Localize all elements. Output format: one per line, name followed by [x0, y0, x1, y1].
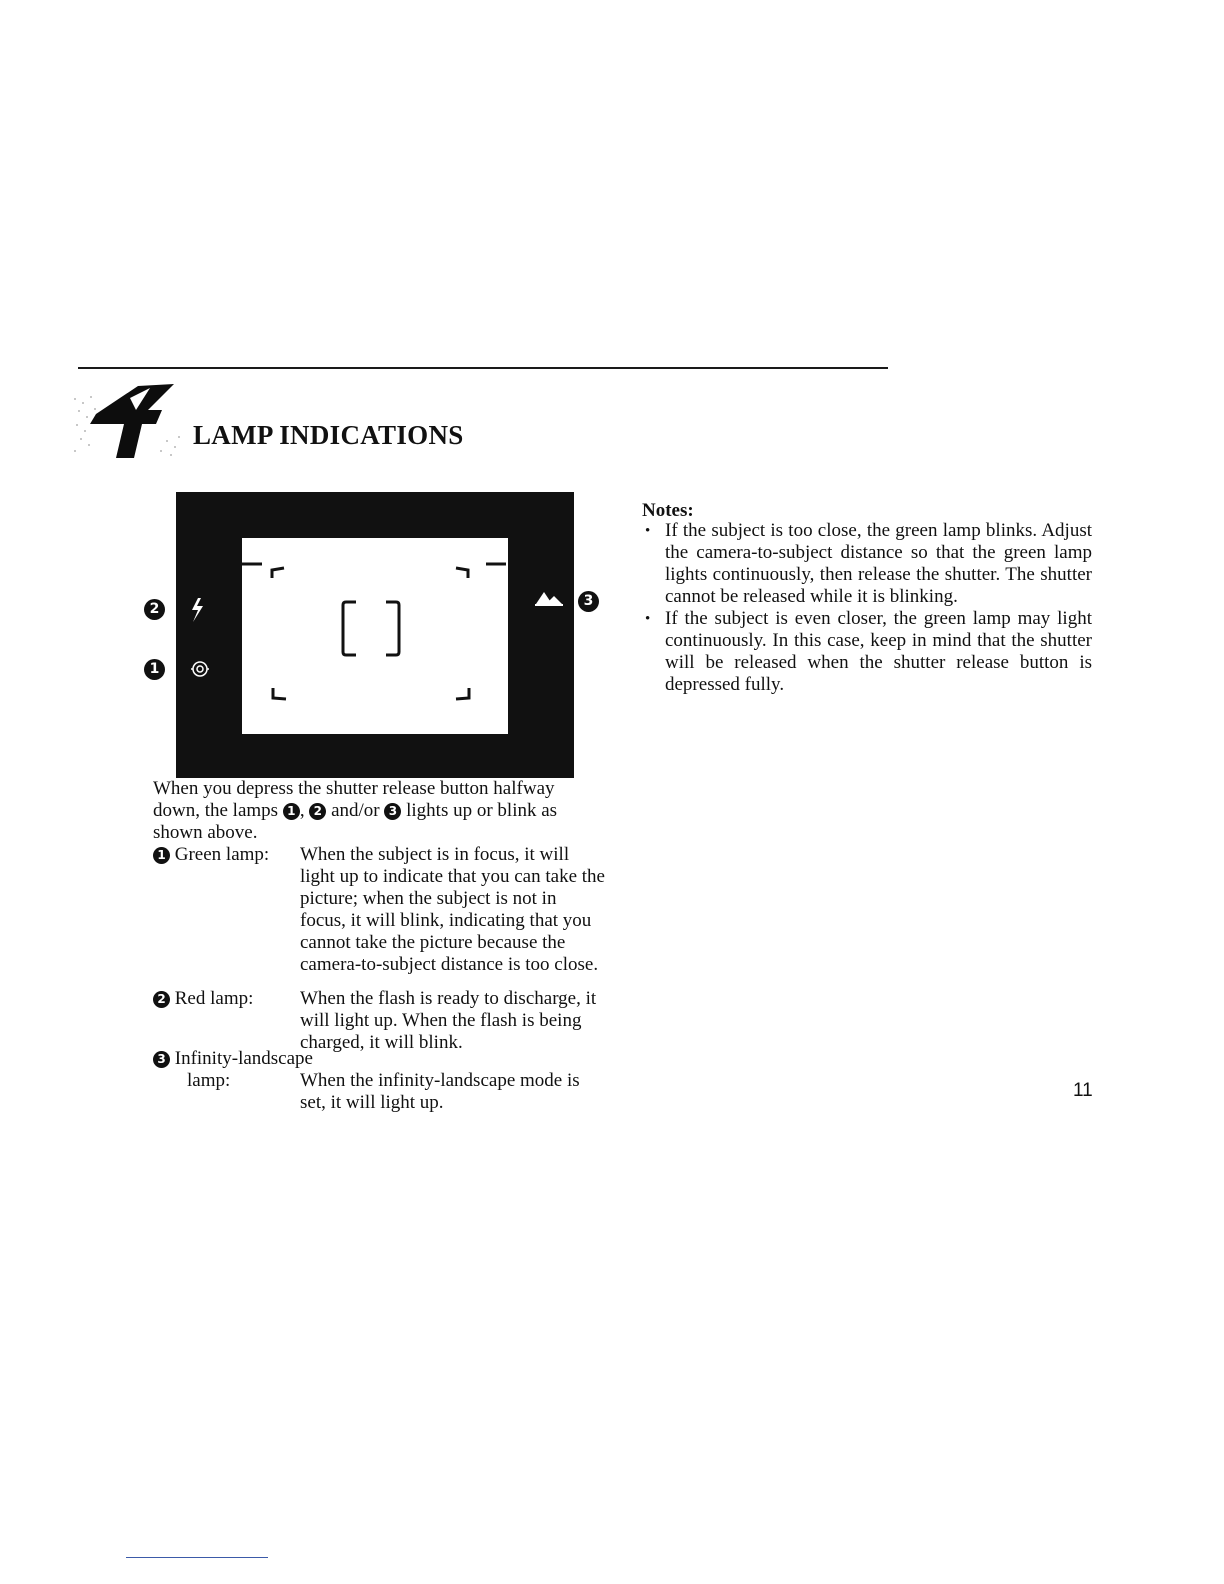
- notes-list: [644, 520, 1092, 696]
- corner-mark-bottom-right: [456, 688, 469, 699]
- lamp-name: 2 Red lamp:: [153, 988, 253, 1010]
- intro-line-2: down, the lamps 1 , 2 and/or 3 lights up or blink as: [153, 800, 558, 821]
- lamp-description: When the subject is in focus, it will light up to indicate that you can take the picture; when the subject is not in focus, it will blink, indicating that you cannot take the picture because the camera-to-subject distance is too close.: [300, 844, 605, 975]
- lamp-name: 3 Infinity-landscape: [153, 1048, 313, 1070]
- corner-mark-top-right: [456, 568, 468, 578]
- chapter-number-badge: [70, 380, 188, 470]
- corner-mark-top-left: [272, 568, 284, 578]
- lamp-callout-1: 1: [153, 847, 170, 864]
- chapter-four-glyph: [90, 384, 174, 458]
- lamp-name: 1 Green lamp:: [153, 844, 269, 866]
- lamp-callout-2: 2: [153, 991, 170, 1008]
- intro-line-3: shown above.: [153, 822, 258, 843]
- header-rule: [78, 367, 888, 369]
- af-frame-icon: [343, 602, 356, 655]
- corner-mark-bottom-left: [273, 688, 286, 699]
- flash-icon: [192, 598, 203, 622]
- note-item: • If the subject is even closer, the green lamp may light continuously. In this case, keep in mind that the shutter will be released when the shutter release button is depressed fully.: [644, 608, 1092, 696]
- viewfinder-marks: [176, 492, 574, 778]
- inline-callout-2: 2: [309, 803, 326, 820]
- callout-2-red-lamp: 2: [144, 599, 165, 620]
- callout-3-infinity-lamp: 3: [578, 591, 599, 612]
- intro-line-1: When you depress the shutter release button halfway: [153, 778, 555, 799]
- inline-callout-1: 1: [283, 803, 300, 820]
- lamp-description: When the infinity-landscape mode is set, it will light up.: [300, 1070, 580, 1113]
- focus-icon: [191, 662, 209, 676]
- page-number: 11: [1073, 1080, 1093, 1101]
- notes-heading: Notes:: [642, 500, 694, 521]
- lamp-description: When the flash is ready to discharge, it will light up. When the flash is being charged, it will blink.: [300, 988, 597, 1053]
- infinity-landscape-icon: [535, 592, 563, 606]
- page-title: LAMP INDICATIONS: [193, 420, 464, 450]
- intro-paragraph: [153, 778, 608, 844]
- footer-line: [126, 1557, 268, 1558]
- callout-1-green-lamp: 1: [144, 659, 165, 680]
- note-item: • If the subject is too close, the green lamp blinks. Adjust the camera-to-subject distance so that the green lamp lights continuously, then release the shutter. The shutter cannot be released while it is blinking.: [644, 520, 1092, 608]
- lamp-name-continued: lamp:: [187, 1070, 231, 1091]
- lamp-callout-3: 3: [153, 1051, 170, 1068]
- inline-callout-3: 3: [384, 803, 401, 820]
